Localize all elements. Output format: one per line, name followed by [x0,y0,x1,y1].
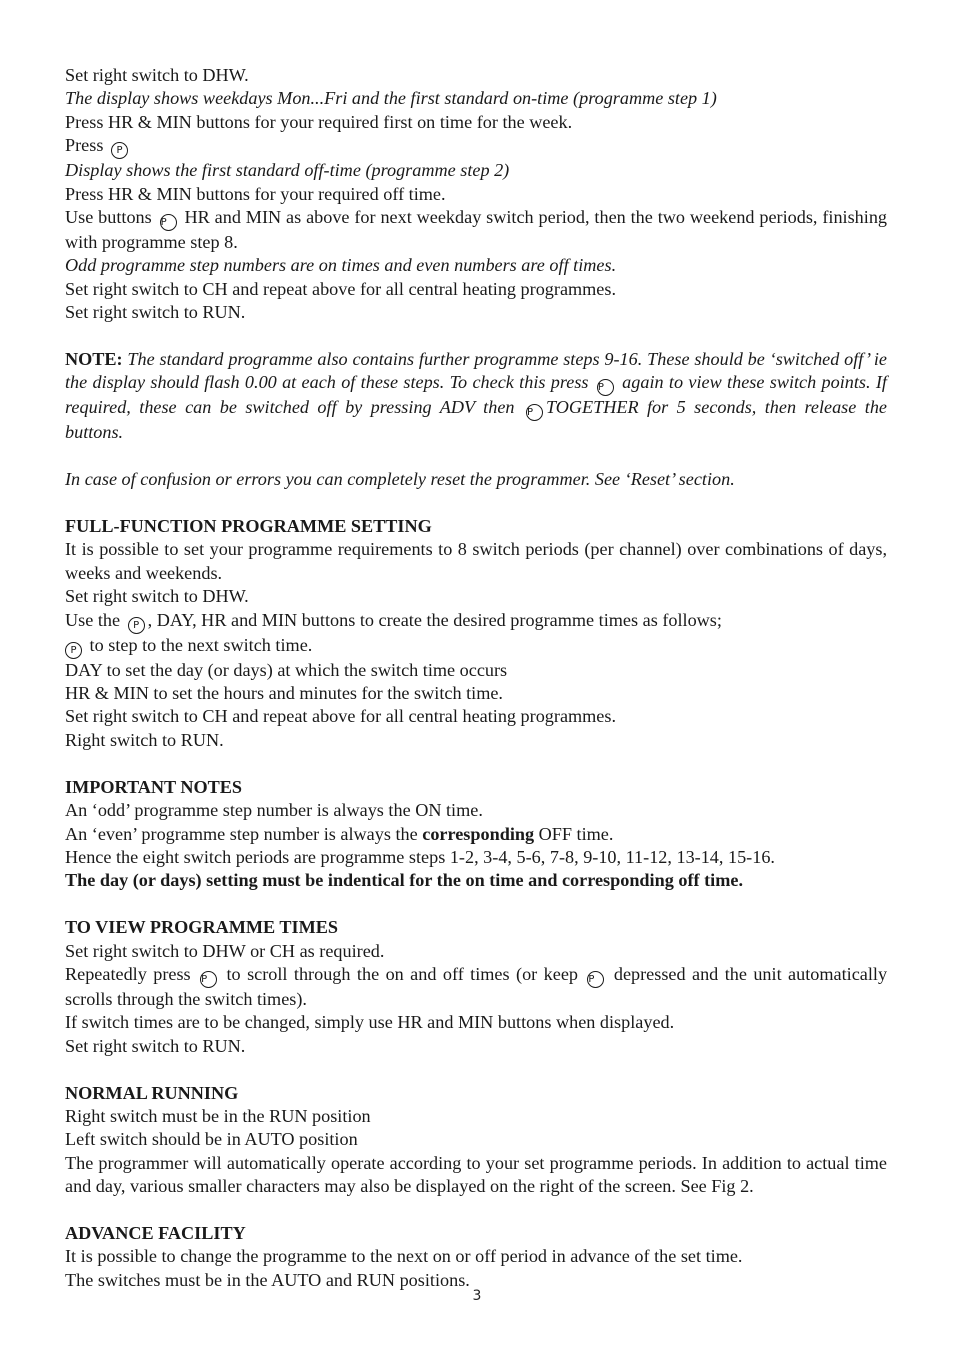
text-span: Use the [65,609,121,630]
emphasis-text: corresponding [422,823,535,844]
text-line: Press HR & MIN buttons for your required first on time for the week. [65,111,573,132]
section-heading: IMPORTANT NOTES [65,776,243,797]
section-heading: FULL-FUNCTION PROGRAMME SETTING [65,516,432,537]
text-span: Repeatedly press [65,963,191,984]
text-line: Set right switch to RUN. [65,302,246,323]
text-line: Set right switch to DHW. [65,65,249,85]
text-paragraph: The programmer will automatically operate according to your set programme periods. In addition to actual time and day, various smaller characters may also be displayed on the right of the screen. See Fig 2. [65,1152,887,1197]
text-line: The switches must be in the AUTO and RUN positions. [65,1269,470,1290]
text-span: TOGETHER for 5 seconds, then release the buttons. [65,397,887,443]
text-line: Display shows the first standard off-time (programme step 2) [65,160,510,181]
text-line: Set right switch to DHW. [65,586,249,607]
text-paragraph: It is possible to set your programme requirements to 8 switch periods (per channel) over combinations of days, weeks and weekends. [65,539,887,583]
text-line: Left switch should be in AUTO position [65,1129,358,1150]
p-button-icon: P [200,971,217,988]
text-line: An ‘odd’ programme step number is always the ON time. [65,800,483,821]
p-button-icon: P [111,142,128,159]
text-line: Set right switch to CH and repeat above for all central heating programmes. [65,278,617,299]
text-line: Hence the eight switch periods are programme steps 1-2, 3-4, 5-6, 7-8, 9-10, 11-12, 13-14, 15-16. [65,846,775,867]
text-span: to scroll through the on and off times (or keep [226,963,578,984]
text-line: Set right switch to DHW or CH as required. [65,940,385,961]
section-heading: NORMAL RUNNING [65,1082,239,1103]
text-paragraph [65,206,887,254]
text-span: Use buttons [65,207,152,228]
p-button-icon: P [597,379,614,396]
text-span: The standard programme also contains further programme steps 9-16. These should be ‘switched off’ ie the display should flash 0.00 at each of these steps. To check this press [65,349,887,393]
text-line [65,609,887,634]
p-button-icon: P [65,642,82,659]
page-number: 3 [472,1288,482,1304]
text-span: , DAY, HR and MIN buttons to create the desired programme times as follows; [147,609,722,630]
text-line: If switch times are to be changed, simply use HR and MIN buttons when displayed. [65,1012,675,1033]
text-line: HR & MIN to set the hours and minutes for the switch time. [65,683,503,704]
p-button-icon: P [587,971,604,988]
text-line [65,634,887,659]
text-line: Odd programme step numbers are on times and even numbers are off times. [65,255,617,276]
text-span: again to view these switch points. If required, these can be switched off by pressing ADV then [65,372,887,418]
p-button-icon: P [160,214,177,231]
text-span: An ‘even’ programme step number is always the [65,823,418,844]
p-button-icon: P [526,404,543,421]
text-span: Press [65,135,104,156]
note-label: NOTE: [65,349,123,370]
text-line: In case of confusion or errors you can completely reset the programmer. See ‘Reset’ section. [65,469,735,490]
text-span: HR and MIN as above for next weekday switch period, then the two weekend periods, finishing with programme step 8. [65,207,888,253]
section-heading: ADVANCE FACILITY [65,1222,246,1243]
text-line: The display shows weekdays Mon...Fri and the first standard on-time (programme step 1) [65,88,717,109]
text-line: DAY to set the day (or days) at which the switch time occurs [65,659,508,680]
text-span: OFF time. [538,823,614,844]
section-heading: TO VIEW PROGRAMME TIMES [65,917,339,938]
text-line [65,134,887,159]
text-paragraph [65,963,887,1011]
document-page [65,64,887,1292]
text-line: The day (or days) setting must be indentical for the on time and corresponding off time. [65,870,743,891]
text-span: depressed and the unit automatically scrolls through the switch times). [65,963,888,1009]
p-button-icon: P [128,617,145,634]
text-span: to step to the next switch time. [89,634,313,655]
text-line: Right switch to RUN. [65,729,224,750]
text-line [65,823,887,846]
text-line: Set right switch to CH and repeat above for all central heating programmes. [65,706,617,727]
text-line: It is possible to change the programme to the next on or off period in advance of the set time. [65,1246,743,1267]
text-line: Press HR & MIN buttons for your required off time. [65,183,446,204]
text-line: Right switch must be in the RUN position [65,1105,371,1126]
note-paragraph [65,348,887,445]
text-line: Set right switch to RUN. [65,1035,246,1056]
